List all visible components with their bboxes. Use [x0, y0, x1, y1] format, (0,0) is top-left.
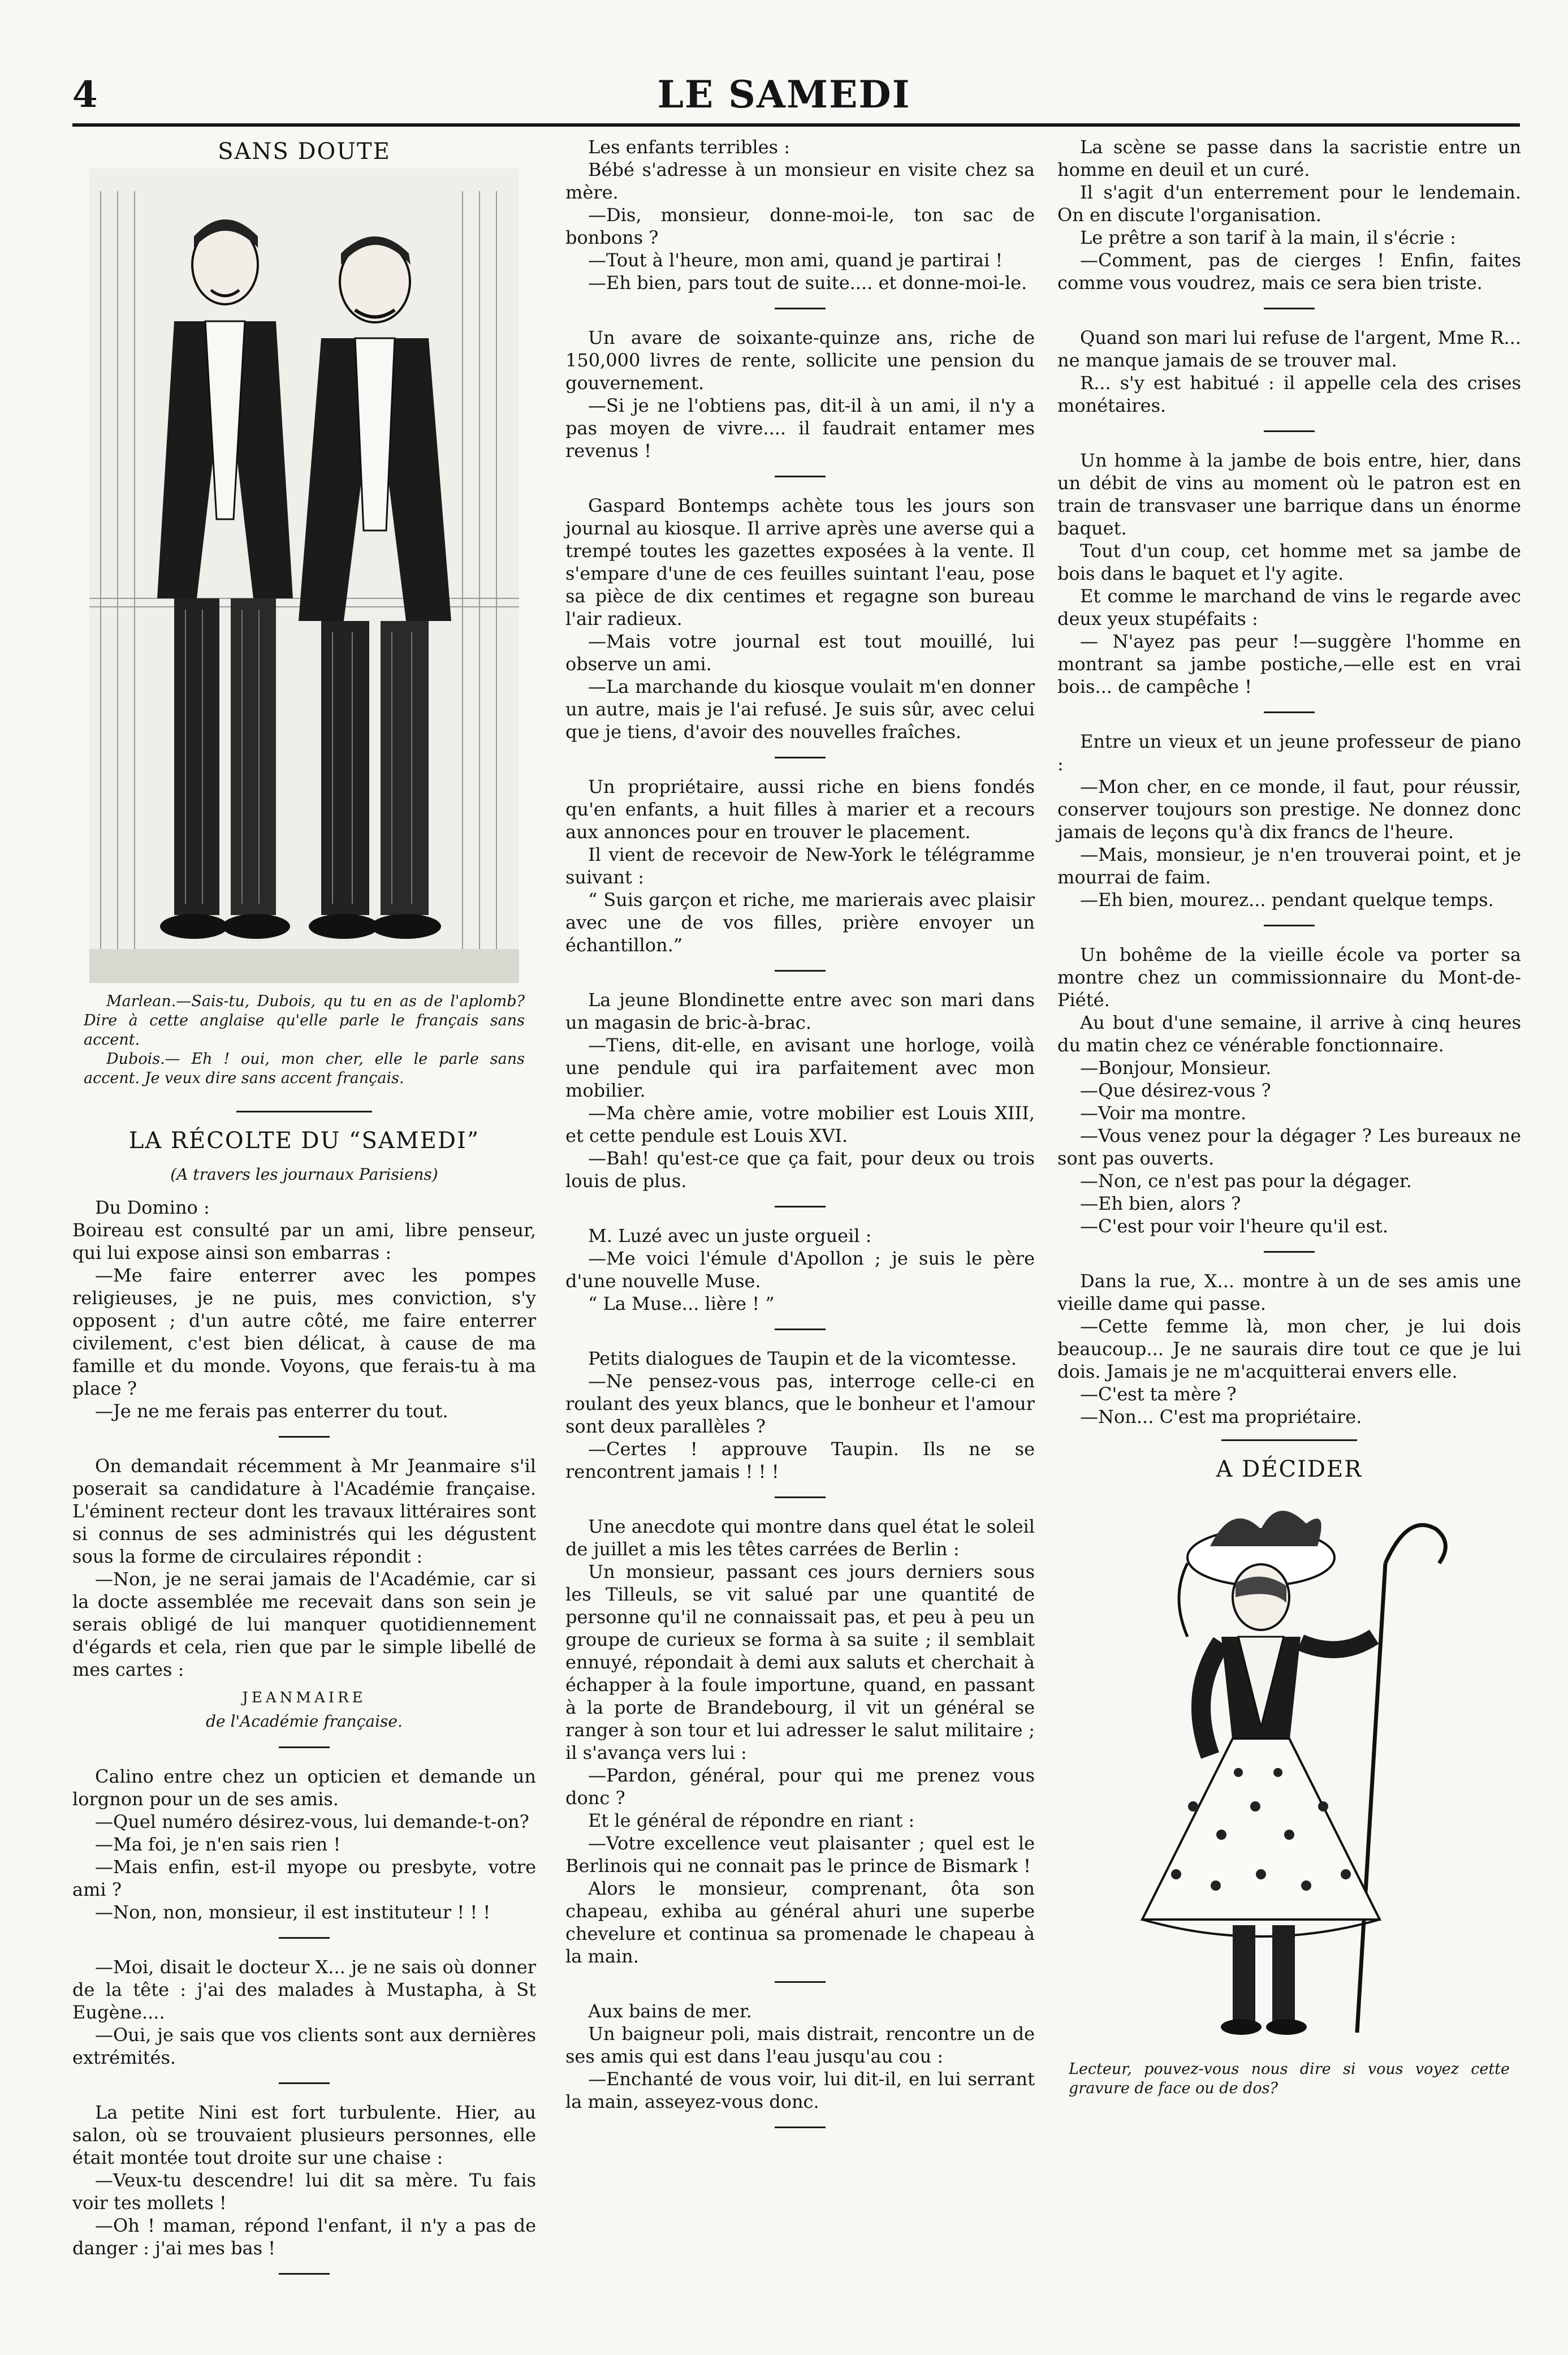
article-item	[72, 1956, 536, 2069]
paragraph: —Eh bien, alors ?	[1080, 1193, 1241, 1214]
paragraph: On demandait récemment à Mr Jeanmaire s'il poserait sa candidature à l'Académie française. L'éminent recteur dont les travaux littéraires sont si connus de ses administrés qui les dégustent sous la forme de circulaires répondit :	[72, 1455, 536, 1567]
paragraph: —Eh bien, pars tout de suite.... et donne-moi-le.	[588, 272, 1027, 294]
paragraph: La jeune Blondinette entre avec son mari dans un magasin de bric-à-brac.	[565, 989, 1035, 1033]
paragraph: —Que désirez-vous ?	[1080, 1080, 1271, 1101]
separator	[775, 970, 826, 972]
article-item	[72, 2101, 536, 2259]
paragraph: —Certes ! approuve Taupin. Ils ne se rencontrent jamais ! ! !	[565, 1438, 1035, 1482]
paragraph: Calino entre chez un opticien et demande un lorgnon pour un de ses amis.	[72, 1766, 536, 1810]
paragraph: —Non, je ne serai jamais de l'Académie, car si la docte assemblée me recevait dans son sein je serais obligé de lui manquer quotidiennement d'égards et cela, rien que par le simple libellé de mes cartes :	[72, 1568, 536, 1680]
paragraph: —Tiens, dit-elle, en avisant une horloge, voilà une pendule qui ira parfaitement avec mon mobilier.	[565, 1034, 1035, 1101]
paragraph: —Dis, monsieur, donne-moi-le, ton sac de bonbons ?	[565, 204, 1035, 248]
paragraph: —Mais enfin, est-il myope ou presbyte, votre ami ?	[72, 1856, 536, 1900]
separator	[279, 2273, 330, 2275]
paragraph: —La marchande du kiosque voulait m'en donner un autre, mais je l'ai refusé. Je suis sûr, avec celui que je tiens, d'avoir des nouvelles fraîches.	[565, 676, 1035, 743]
separator	[775, 757, 826, 758]
cartoon-title-sans-doute: SANS DOUTE	[218, 139, 391, 165]
paragraph: —Me voici l'émule d'Apollon ; je suis le père d'une nouvelle Muse.	[565, 1248, 1035, 1292]
separator	[1264, 430, 1315, 432]
article-item	[1057, 326, 1521, 417]
column-1	[72, 136, 536, 2292]
paragraph: —Non... C'est ma propriétaire.	[1080, 1406, 1362, 1427]
article-item	[1057, 943, 1521, 1237]
article-item	[565, 1347, 1035, 1483]
signature-title: de l'Académie française.	[206, 1712, 403, 1731]
paragraph: Quand son mari lui refuse de l'argent, Mme R... ne manque jamais de se trouver mal.	[1057, 327, 1521, 371]
separator	[1264, 925, 1315, 926]
paragraph: —Ne pensez-vous pas, interroge celle-ci en roulant des yeux blancs, que le bonheur et l'amour sont deux parallèles ?	[565, 1370, 1035, 1437]
cartoon-title-a-decider: A DÉCIDER	[1216, 1456, 1363, 1482]
separator	[1221, 1439, 1357, 1441]
paragraph: Un homme à la jambe de bois entre, hier, dans un débit de vins au moment où le patron est en train de transvaser une barrique dans un énorme baquet.	[1057, 450, 1521, 539]
separator	[775, 1329, 826, 1330]
section-title: LA RÉCOLTE DU “SAMEDI”	[128, 1128, 480, 1154]
paragraph: —Je ne me ferais pas enterrer du tout.	[95, 1400, 448, 1422]
paragraph: Gaspard Bontemps achète tous les jours son journal au kiosque. Il arrive après une averse qui a trempé toutes les gazettes exposées à la vente. Il s'empare d'une de ces feuilles suintant l'eau, pose sa pièce de dix centimes et regagne son bureau l'air radieux.	[565, 495, 1035, 629]
separator	[1264, 1251, 1315, 1253]
paragraph: —Veux-tu descendre! lui dit sa mère. Tu fais voir tes mollets !	[72, 2169, 536, 2214]
newspaper-title: LE SAMEDI	[657, 72, 911, 117]
article-item	[1057, 136, 1521, 294]
illustration-two-gentlemen	[89, 169, 519, 983]
paragraph: —C'est ta mère ?	[1080, 1383, 1237, 1405]
paragraph: —Quel numéro désirez-vous, lui demande-t-on?	[95, 1811, 529, 1832]
article-item	[72, 1196, 536, 1422]
paragraph: Au bout d'une semaine, il arrive à cinq heures du matin chez ce vénérable fonctionnaire.	[1057, 1012, 1521, 1056]
paragraph: Un bohême de la vieille école va porter sa montre chez un commissionnaire du Mont-de-Piété.	[1057, 944, 1521, 1011]
paragraph: Et comme le marchand de vins le regarde avec deux yeux stupéfaits :	[1057, 585, 1521, 629]
paragraph: —Non, non, monsieur, il est instituteur ! ! !	[95, 1901, 491, 1923]
paragraph: —Vous venez pour la dégager ? Les bureaux ne sont pas ouverts.	[1057, 1125, 1521, 1169]
paragraph: Une anecdote qui montre dans quel état le soleil de juillet a mis les têtes carrées de Berlin :	[565, 1516, 1035, 1560]
separator	[279, 1937, 330, 1939]
paragraph: — N'ayez pas peur !—suggère l'homme en montrant sa jambe postiche,—elle est en vrai bois... de campêche !	[1057, 631, 1521, 697]
paragraph: Un monsieur, passant ces jours derniers sous les Tilleuls, se vit salué par une quantité de personne qu'il ne connaissait pas, et peu à peu un groupe de curieux se forma à sa suite ; il semblait ennuyé, répondait à demi aux saluts et cherchait à échapper à la foule importune, quand, en passant à la porte de Brandebourg, il vit un général se ranger à son tour et lui adresser le salut militaire ; il s'avança vers lui :	[565, 1561, 1035, 1763]
article-item	[565, 326, 1035, 462]
separator	[775, 308, 826, 309]
cartoon-caption	[84, 992, 525, 1088]
paragraph: —Oui, je sais que vos clients sont aux dernières extrémités.	[72, 2024, 536, 2068]
paragraph: Il s'agit d'un enterrement pour le lendemain. On en discute l'organisation.	[1057, 182, 1521, 226]
paragraph: —Enchanté de vous voir, lui dit-il, en lui serrant la main, asseyez-vous donc.	[565, 2068, 1035, 2112]
paragraph: —Tout à l'heure, mon ami, quand je partirai !	[588, 249, 1003, 271]
paragraph: Le prêtre a son tarif à la main, il s'écrie :	[1080, 227, 1457, 248]
cartoon-caption-a-decider: Lecteur, pouvez-vous nous dire si vous voyez cette gravure de face ou de dos?	[1069, 2060, 1510, 2097]
column-2	[565, 136, 1035, 2145]
column-3	[1057, 136, 1521, 2098]
paragraph: —Moi, disait le docteur X... je ne sais où donner de la tête : j'ai des malades à Mustapha, à St Eugène....	[72, 1956, 536, 2023]
paragraph: “ Suis garçon et riche, me marierais avec plaisir avec une de vos filles, prière envoyer un échantillon.”	[565, 889, 1035, 956]
article-item	[565, 2000, 1035, 2113]
paragraph: La petite Nini est fort turbulente. Hier, au salon, où se trouvaient plusieurs personnes, elle était montée tout droite sur une chaise :	[72, 2102, 536, 2168]
paragraph: —Ma foi, je n'en sais rien !	[95, 1834, 341, 1855]
caption-line: Dubois.— Eh ! oui, mon cher, elle le parle sans accent. Je veux dire sans accent français.	[84, 1050, 525, 1087]
paragraph: —Bah! qu'est-ce que ça fait, pour deux ou trois louis de plus.	[565, 1148, 1035, 1192]
paragraph: Un avare de soixante-quinze ans, riche de 150,000 livres de rente, sollicite une pension du gouvernement.	[565, 327, 1035, 394]
paragraph: Et le général de répondre en riant :	[588, 1810, 915, 1831]
paragraph: —C'est pour voir l'heure qu'il est.	[1080, 1215, 1389, 1237]
paragraph: —Me faire enterrer avec les pompes religieuses, je ne puis, mes conviction, s'y opposent ; d'un autre côté, me faire enterrer civilement, c'est bien délicat, à cause de ma famille et du monde. Voyons, que ferais-tu à ma place ?	[72, 1265, 536, 1399]
paragraph: —Ma chère amie, votre mobilier est Louis XIII, et cette pendule est Louis XVI.	[565, 1102, 1035, 1146]
separator	[775, 476, 826, 477]
paragraph: —Pardon, général, pour qui me prenez vous donc ?	[565, 1765, 1035, 1809]
paragraph: Il vient de recevoir de New-York le télégramme suivant :	[565, 844, 1035, 888]
caption-line: Marlean.—Sais-tu, Dubois, qu tu en as de l'aplomb? Dire à cette anglaise qu'elle parle le français sans accent.	[84, 993, 525, 1049]
separator	[775, 2127, 826, 2128]
paragraph: —Mon cher, en ce monde, il faut, pour réussir, conserver toujours son prestige. Ne donnez donc jamais de leçons qu'à dix francs de l'heure.	[1057, 776, 1521, 843]
separator	[236, 1111, 372, 1112]
paragraph: Boireau est consulté par un ami, libre penseur, qui lui expose ainsi son embarras :	[72, 1219, 536, 1263]
paragraph: —Eh bien, mourez... pendant quelque temps.	[1080, 889, 1494, 911]
paragraph: —Cette femme là, mon cher, je lui dois beaucoup... Je ne saurais dire tout ce que je lui dois. Jamais je ne m'acquitterai envers elle.	[1057, 1315, 1521, 1382]
paragraph: Petits dialogues de Taupin et de la vicomtesse.	[588, 1348, 1017, 1369]
paragraph: Bébé s'adresse à un monsieur en visite chez sa mère.	[565, 159, 1035, 203]
paragraph: —Si je ne l'obtiens pas, dit-il à un ami, il n'y a pas moyen de vivre.... il faudrait entamer mes revenus !	[565, 395, 1035, 461]
paragraph: Entre un vieux et un jeune professeur de piano :	[1057, 731, 1521, 775]
section-subtitle: (A travers les journaux Parisiens)	[170, 1165, 438, 1184]
article-item	[565, 775, 1035, 956]
article-item	[565, 1515, 1035, 1968]
paragraph: —Votre excellence veut plaisanter ; quel est le Berlinois qui ne connait pas le prince de Bismark !	[565, 1832, 1035, 1877]
separator	[279, 2082, 330, 2084]
paragraph: Un propriétaire, aussi riche en biens fondés qu'en enfants, a huit filles à marier et a recours aux annonces pour en trouver le placement.	[565, 776, 1035, 843]
paragraph: Les enfants terribles :	[588, 136, 790, 158]
paragraph: Un baigneur poli, mais distrait, rencontre un de ses amis qui est dans l'eau jusqu'au cou :	[565, 2023, 1035, 2067]
article-item	[565, 989, 1035, 1192]
article-item	[1057, 730, 1521, 911]
separator	[1264, 711, 1315, 713]
paragraph: —Bonjour, Monsieur.	[1080, 1057, 1272, 1079]
separator	[1264, 308, 1315, 309]
paragraph: Tout d'un coup, cet homme met sa jambe de bois dans le baquet et l'y agite.	[1057, 540, 1521, 584]
article-item	[565, 136, 1035, 294]
article-item	[565, 1224, 1035, 1315]
article-item	[1057, 449, 1521, 698]
article-item	[1057, 1270, 1521, 1428]
paragraph: —Comment, pas de cierges ! Enfin, faites comme vous voudrez, mais ce sera bien triste.	[1057, 249, 1521, 294]
separator	[279, 1436, 330, 1438]
article-item	[565, 494, 1035, 743]
paragraph: R... s'y est habitué : il appelle cela des crises monétaires.	[1057, 372, 1521, 416]
paragraph: Aux bains de mer.	[588, 2000, 752, 2022]
page-number: 4	[72, 74, 98, 116]
signature: JEANMAIRE	[242, 1689, 366, 1706]
separator	[775, 1206, 826, 1207]
paragraph: La scène se passe dans la sacristie entre un homme en deuil et un curé.	[1057, 136, 1521, 180]
separator	[279, 1746, 330, 1748]
paragraph: —Voir ma montre.	[1080, 1102, 1247, 1124]
paragraph: Dans la rue, X... montre à un de ses amis une vieille dame qui passe.	[1057, 1270, 1521, 1314]
paragraph: Alors le monsieur, comprenant, ôta son chapeau, exhiba au général ahuri une superbe chevelure et continua sa promenade le chapeau à la main.	[565, 1878, 1035, 1967]
separator	[775, 1981, 826, 1983]
separator	[775, 1496, 826, 1498]
illustration-shepherdess	[1091, 1490, 1487, 2055]
paragraph: —Non, ce n'est pas pour la dégager.	[1080, 1170, 1412, 1192]
paragraph: M. Luzé avec un juste orgueil :	[588, 1225, 872, 1246]
paragraph: —Oh ! maman, répond l'enfant, il n'y a pas de danger : j'ai mes bas !	[72, 2215, 536, 2259]
article-item	[72, 1455, 536, 1733]
paragraph: “ La Muse... lière ! ”	[588, 1293, 775, 1314]
paragraph: Du Domino :	[95, 1197, 210, 1218]
header-rule	[72, 123, 1520, 127]
paragraph: —Mais votre journal est tout mouillé, lui observe un ami.	[565, 631, 1035, 675]
article-item	[72, 1765, 536, 1923]
paragraph: —Mais, monsieur, je n'en trouverai point, et je mourrai de faim.	[1057, 844, 1521, 888]
